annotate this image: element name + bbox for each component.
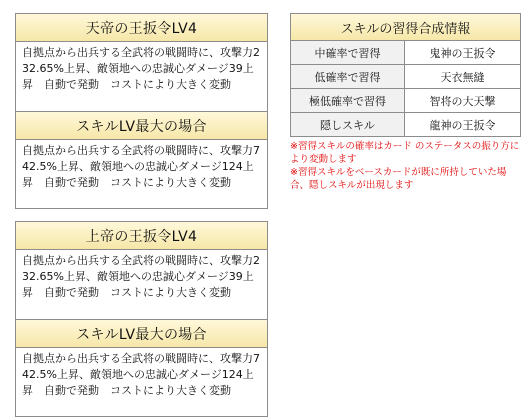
table-row (291, 89, 520, 113)
skill-card-1-description: 自拠点から出兵する全武将の戦闘時に、攻撃力232.65%上昇、敵領地への忠誠心ダメージ39上昇 自動で発動 コストにより大きく変動 (16, 42, 267, 112)
row-label: 極低確率で習得 (291, 89, 405, 112)
row-value: 智将の大天撃 (429, 94, 496, 108)
skill-card-1 (15, 13, 268, 209)
skill-card-2-description: 自拠点から出兵する全武将の戦闘時に、攻撃力232.65%上昇、敵領地への忠誠心ダメージ39上昇 自動で発動 コストにより大きく変動 (16, 250, 267, 320)
acquisition-notes (290, 140, 524, 192)
skill-card-1-max-title: スキルLV最大の場合 (16, 112, 267, 140)
skill-card-1-title: 天帝の王扳令LV4 (16, 14, 267, 42)
skill-card-2-title: 上帝の王扳令LV4 (16, 222, 267, 250)
row-value: 龍神の王扳令 (429, 118, 496, 132)
row-label: 中確率で習得 (291, 41, 405, 64)
row-label: 低確率で習得 (291, 65, 405, 88)
row-value: 鬼神の王扳令 (429, 46, 496, 60)
table-row (291, 113, 520, 136)
skill-acquisition-title: スキルの習得合成情報 (291, 14, 520, 41)
skill-card-1-max-description: 自拠点から出兵する全武将の戦闘時に、攻撃力742.5%上昇、敵領地への忠誠心ダメージ124上昇 自動で発動 コストにより大きく変動 (22, 144, 260, 189)
skill-acquisition-table (290, 13, 521, 137)
skill-card-2-max-description: 自拠点から出兵する全武将の戦闘時に、攻撃力742.5%上昇、敵領地への忠誠心ダメージ124上昇 自動で発動 コストにより大きく変動 (22, 352, 260, 397)
skill-card-2 (15, 221, 268, 417)
skill-card-2-max-title: スキルLV最大の場合 (16, 320, 267, 348)
row-value: 天衣無縫 (440, 70, 485, 84)
table-row (291, 65, 520, 89)
row-label: 隠しスキル (291, 113, 405, 136)
note-hidden-skill: ※習得スキルをベースカードが既に所持していた場合、隠しスキルが出現します (290, 167, 507, 191)
table-row (291, 41, 520, 65)
note-probability: ※習得スキルの確率はカード のステータスの振り方により変動します (290, 141, 520, 165)
